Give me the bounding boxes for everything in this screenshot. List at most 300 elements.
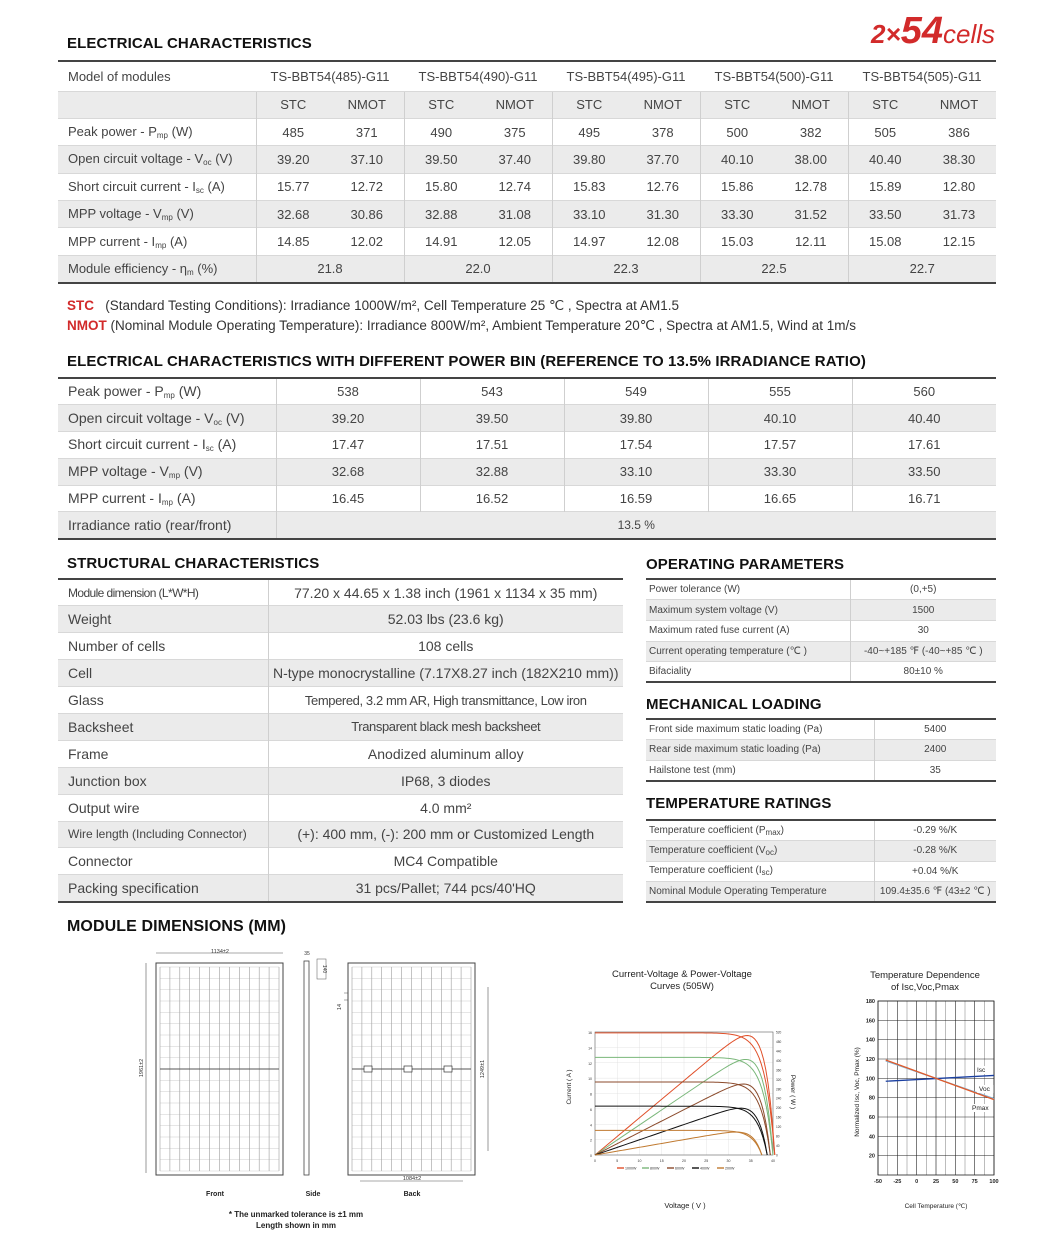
label-unit: (A) — [169, 233, 188, 249]
elec-value: 495 — [552, 118, 626, 145]
structural-value: (+): 400 mm, (-): 200 mm or Customized Length — [268, 821, 623, 848]
model-row — [58, 61, 996, 91]
temperature-row — [646, 841, 996, 862]
stc-text: (Standard Testing Conditions): Irradiance 1000W/m², Cell Temperature 25 ℃ , Spectra at AM1.5 — [105, 298, 679, 313]
x-tick-label: 25 — [704, 1159, 709, 1163]
elec-row — [58, 228, 996, 255]
iv-curve-600W — [595, 1082, 770, 1155]
y-tick-label: 100 — [865, 1076, 875, 1083]
y2-tick-label: 280 — [776, 1087, 782, 1092]
y2-tick-label: 160 — [776, 1115, 782, 1120]
y-tick-label: 4 — [590, 1123, 592, 1128]
elec-value: 15.08 — [848, 228, 922, 255]
operating-value: 1500 — [850, 600, 996, 621]
back-width-label: 1084±2 — [402, 1176, 422, 1182]
cond-stc: STC — [700, 91, 774, 118]
structural-label: Wire length (Including Connector) — [58, 821, 268, 848]
label-sub: oc — [213, 417, 222, 427]
structural-label: Backsheet — [58, 713, 268, 740]
x-tick-label: -25 — [893, 1179, 902, 1185]
label-sub: mp — [161, 213, 173, 223]
bin-value: 33.10 — [564, 458, 708, 485]
cond-stc: STC — [256, 91, 330, 118]
elec-row — [58, 201, 996, 228]
elec-value: 490 — [404, 118, 478, 145]
bin-value: 560 — [852, 378, 996, 405]
structural-label: Glass — [58, 687, 268, 714]
cond-nmot: NMOT — [626, 91, 700, 118]
y-tick-label: 6 — [590, 1107, 592, 1112]
structural-row — [58, 875, 623, 902]
bin-row — [58, 378, 996, 405]
elec-row-label — [58, 228, 256, 255]
y2-tick-label: 520 — [776, 1030, 782, 1035]
structural-label: Weight — [58, 606, 268, 633]
structural-value: Transparent black mesh backsheet — [268, 713, 623, 740]
model-name: TS-BBT54(505)-G11 — [848, 61, 996, 91]
y-tick-label: 2 — [590, 1138, 592, 1143]
y2-tick-label: 200 — [776, 1106, 782, 1111]
label-unit: (W) — [178, 383, 202, 400]
elec-row-label — [58, 173, 256, 200]
mechanical-value: 2400 — [874, 740, 996, 761]
operating-value: -40~+185 ℉ (-40~+85 ℃ ) — [850, 641, 996, 662]
elec-row — [58, 118, 996, 145]
cells-word: cells — [942, 19, 995, 49]
model-name: TS-BBT54(495)-G11 — [552, 61, 700, 91]
y-tick-label: 14 — [588, 1046, 592, 1051]
temperature-row — [646, 882, 996, 903]
elec-row — [58, 173, 996, 200]
temperature-table — [646, 819, 996, 903]
elec-value: 15.80 — [404, 173, 478, 200]
bin-row — [58, 458, 996, 485]
mechanical-value: 5400 — [874, 719, 996, 740]
y2-tick-label: 400 — [776, 1058, 782, 1063]
label-text: MPP current - I — [68, 490, 162, 507]
elec-value: 40.10 — [700, 146, 774, 173]
structural-value: 4.0 mm² — [268, 794, 623, 821]
operating-row — [646, 641, 996, 662]
junction-box — [364, 1066, 372, 1072]
operating-value: 30 — [850, 620, 996, 641]
structural-row — [58, 660, 623, 687]
bin-value: 32.88 — [420, 458, 564, 485]
bin-value: 39.20 — [276, 405, 420, 432]
bin-value: 555 — [708, 378, 852, 405]
temperature-dependence-chart — [838, 962, 1018, 1217]
elec-value: 12.74 — [478, 173, 552, 200]
y2-tick-label: 120 — [776, 1125, 782, 1130]
elec-value: 32.88 — [404, 201, 478, 228]
structural-row — [58, 848, 623, 875]
label-sub: mp — [161, 498, 174, 508]
cells-number: 54 — [900, 10, 943, 52]
mechanical-row — [646, 760, 996, 781]
front-view — [139, 949, 283, 1198]
elec-value: 15.86 — [700, 173, 774, 200]
elec-value: 30.86 — [330, 201, 404, 228]
label-text: Nominal Module Operating Temperature — [649, 886, 827, 897]
elec-value: 375 — [478, 118, 552, 145]
front-width-label: 1134±2 — [211, 949, 229, 955]
cond-nmot: NMOT — [478, 91, 552, 118]
label-text: Open circuit voltage - V — [68, 151, 204, 167]
cond-nmot: NMOT — [330, 91, 404, 118]
operating-title: OPERATING PARAMETERS — [646, 556, 845, 573]
bin-value: 33.30 — [708, 458, 852, 485]
bin-value: 543 — [420, 378, 564, 405]
elec-value: 31.73 — [922, 201, 996, 228]
elec-value: 37.40 — [478, 146, 552, 173]
legend-label: 1000W — [625, 1166, 637, 1171]
elec-row-label — [58, 201, 256, 228]
temperature-label — [646, 820, 874, 841]
elec-value: 40.40 — [848, 146, 922, 173]
structural-value: Tempered, 3.2 mm AR, High transmittance, Low iron — [268, 687, 623, 714]
x-tick-label: 35 — [748, 1159, 753, 1163]
efficiency-value: 22.7 — [848, 255, 996, 282]
structural-value: IP68, 3 diodes — [268, 767, 623, 794]
pv-curve-600W — [595, 1084, 770, 1155]
x-tick-label: 75 — [971, 1179, 978, 1185]
bin-value: 16.52 — [420, 485, 564, 512]
elec-value: 31.52 — [774, 201, 848, 228]
model-label: Model of modules — [58, 61, 256, 91]
structural-row — [58, 740, 623, 767]
structural-row — [58, 821, 623, 848]
elec-value: 378 — [626, 118, 700, 145]
elec-value: 32.68 — [256, 201, 330, 228]
structural-label: Cell — [58, 660, 268, 687]
ratio-value: 13.5 % — [276, 512, 996, 539]
temperature-label — [646, 841, 874, 862]
temp-y-label: Normalized Isc, Voc, Pmax (%) — [854, 1047, 861, 1137]
temperature-row — [646, 861, 996, 882]
nmot-text: (Nominal Module Operating Temperature): Irradiance 800W/m², Ambient Temperature 20℃ , Spectra at AM1.5, Wind at 1m/s — [110, 318, 857, 333]
y-tick-label: 140 — [865, 1037, 875, 1044]
front-height-label: 1961±2 — [139, 1058, 145, 1078]
x-tick-label: 100 — [989, 1179, 999, 1185]
elec-value: 39.50 — [404, 146, 478, 173]
structural-row — [58, 767, 623, 794]
pv-curve-400W — [595, 1108, 767, 1155]
structural-value: 52.03 lbs (23.6 kg) — [268, 606, 623, 633]
elec-value: 38.30 — [922, 146, 996, 173]
label-sub: sc — [761, 868, 770, 878]
bin-value: 17.57 — [708, 432, 852, 459]
x-tick-label: 0 — [594, 1159, 596, 1163]
elec-value: 31.08 — [478, 201, 552, 228]
ratio-label: Irradiance ratio (rear/front) — [58, 512, 276, 539]
series-label: Pmax — [972, 1105, 989, 1112]
operating-row — [646, 620, 996, 641]
elec-value: 15.89 — [848, 173, 922, 200]
bin-row-label — [58, 458, 276, 485]
legend-label: 600W — [675, 1166, 685, 1171]
y2-tick-label: 320 — [776, 1077, 782, 1082]
elec-value: 12.11 — [774, 228, 848, 255]
elec-value: 12.76 — [626, 173, 700, 200]
series-label: Voc — [979, 1086, 990, 1093]
iv-y-label: Current ( A ) — [566, 1069, 573, 1105]
label-text: Peak power - P — [68, 383, 164, 400]
bin-row-label — [58, 432, 276, 459]
operating-row — [646, 662, 996, 683]
efficiency-value: 22.3 — [552, 255, 700, 282]
structural-label: Output wire — [58, 794, 268, 821]
back-label: Back — [403, 1191, 421, 1198]
elec-value: 505 — [848, 118, 922, 145]
bin-value: 39.80 — [564, 405, 708, 432]
label-sub: mp — [156, 131, 168, 141]
structural-label: Junction box — [58, 767, 268, 794]
temperature-title: TEMPERATURE RATINGS — [646, 795, 832, 812]
label-unit: (V) — [176, 206, 194, 222]
iv-title-line2: Curves (505W) — [650, 981, 714, 992]
back-height-label: 1249±1 — [480, 1059, 486, 1079]
elec-value: 12.78 — [774, 173, 848, 200]
iv-pv-chart — [555, 962, 805, 1217]
label-unit: (A) — [217, 436, 237, 453]
structural-table — [58, 578, 623, 903]
elec-value: 33.50 — [848, 201, 922, 228]
elec-value: 12.15 — [922, 228, 996, 255]
operating-value: (0,+5) — [850, 579, 996, 600]
nmot-note — [67, 318, 856, 334]
temperature-value: -0.28 %/K — [874, 841, 996, 862]
elec-value: 12.05 — [478, 228, 552, 255]
elec-value: 500 — [700, 118, 774, 145]
series-label: Isc — [977, 1067, 986, 1074]
cond-stc: STC — [552, 91, 626, 118]
label-text: Short circuit current - I — [68, 436, 206, 453]
structural-label: Packing specification — [58, 875, 268, 902]
temp-title-line2: of Isc,Voc,Pmax — [890, 982, 960, 993]
elec-value: 12.80 — [922, 173, 996, 200]
bin-value: 17.61 — [852, 432, 996, 459]
label-tail: ) — [774, 844, 778, 856]
label-tail: ) — [769, 865, 773, 877]
y-tick-label: 180 — [865, 999, 875, 1005]
label-sub: oc — [203, 158, 212, 168]
operating-label: Bifaciality — [646, 662, 850, 683]
bin-value: 40.40 — [852, 405, 996, 432]
elec-value: 38.00 — [774, 146, 848, 173]
label-text: Open circuit voltage - V — [68, 409, 214, 426]
elec-title: ELECTRICAL CHARACTERISTICS — [67, 35, 312, 52]
module-drawings — [130, 945, 510, 1235]
structural-label: Frame — [58, 740, 268, 767]
x-tick-label: 5 — [616, 1159, 619, 1163]
junction-box — [444, 1066, 452, 1072]
bin-value: 549 — [564, 378, 708, 405]
temperature-value: -0.29 %/K — [874, 820, 996, 841]
bin-value: 16.45 — [276, 485, 420, 512]
bin-value: 40.10 — [708, 405, 852, 432]
x-tick-label: 15 — [659, 1159, 664, 1163]
elec-value: 15.03 — [700, 228, 774, 255]
stc-key: STC — [67, 298, 94, 313]
cells-badge — [871, 10, 995, 53]
label-text: Module efficiency - η — [68, 260, 187, 276]
model-name: TS-BBT54(490)-G11 — [404, 61, 552, 91]
tolerance-note: * The unmarked tolerance is ±1 mm — [228, 1210, 364, 1219]
structural-row — [58, 579, 623, 606]
cells-prefix: 2× — [871, 19, 901, 49]
elec-value: 12.72 — [330, 173, 404, 200]
efficiency-value: 22.5 — [700, 255, 848, 282]
elec-value: 37.10 — [330, 146, 404, 173]
label-text: MPP current - I — [68, 233, 156, 249]
side-label: Side — [305, 1191, 321, 1198]
label-text: Peak power - P — [68, 124, 157, 140]
operating-label: Current operating temperature (℃ ) — [646, 641, 850, 662]
elec-value: 33.30 — [700, 201, 774, 228]
iv-title-line1: Current-Voltage & Power-Voltage — [612, 969, 752, 980]
elec-value: 15.83 — [552, 173, 626, 200]
label-unit: (V) — [215, 151, 233, 167]
y-tick-label: 8 — [590, 1092, 592, 1097]
label-unit: (A) — [207, 178, 225, 194]
length-note: Length shown in mm — [256, 1221, 336, 1230]
side-b-label: 14 — [337, 1003, 343, 1011]
mechanical-label: Front side maximum static loading (Pa) — [646, 719, 874, 740]
mechanical-row — [646, 740, 996, 761]
x-tick-label: 25 — [932, 1179, 940, 1185]
temperature-value: 109.4±35.6 ℉ (43±2 ℃ ) — [874, 882, 996, 903]
bin-value: 16.71 — [852, 485, 996, 512]
label-text: MPP voltage - V — [68, 463, 169, 480]
elec-row — [58, 146, 996, 173]
elec-row-label — [58, 118, 256, 145]
y-tick-label: 10 — [588, 1077, 592, 1082]
side-a-label: 140 — [321, 964, 327, 974]
elec-value: 12.02 — [330, 228, 404, 255]
temperature-label — [646, 882, 874, 903]
operating-label: Power tolerance (W) — [646, 579, 850, 600]
y-tick-label: 80 — [868, 1095, 875, 1102]
efficiency-value: 22.0 — [404, 255, 552, 282]
legend-label: 400W — [700, 1166, 710, 1171]
operating-label: Maximum rated fuse current (A) — [646, 620, 850, 641]
structural-value: Anodized aluminum alloy — [268, 740, 623, 767]
front-label: Front — [206, 1191, 224, 1198]
bin-title: ELECTRICAL CHARACTERISTICS WITH DIFFERENT POWER BIN (REFERENCE TO 13.5% IRRADIANCE RATIO) — [67, 353, 866, 370]
structural-value: 108 cells — [268, 633, 623, 660]
y2-tick-label: 0 — [776, 1153, 778, 1158]
y2-tick-label: 480 — [776, 1039, 782, 1044]
junction-box — [404, 1066, 412, 1072]
label-text: MPP voltage - V — [68, 206, 162, 222]
iv-x-label: Voltage ( V ) — [664, 1201, 706, 1210]
side-view — [304, 951, 350, 1198]
x-tick-label: -50 — [874, 1179, 882, 1185]
mechanical-table — [646, 718, 996, 782]
back-view — [348, 963, 488, 1198]
y2-tick-label: 360 — [776, 1068, 782, 1073]
efficiency-value: 21.8 — [256, 255, 404, 282]
structural-label: Module dimension (L*W*H) — [58, 579, 268, 606]
bin-value: 17.51 — [420, 432, 564, 459]
label-text: Short circuit current - I — [68, 178, 196, 194]
y2-tick-label: 240 — [776, 1096, 782, 1101]
bin-value: 39.50 — [420, 405, 564, 432]
elec-row-label — [58, 146, 256, 173]
structural-title: STRUCTURAL CHARACTERISTICS — [67, 555, 320, 572]
legend-label: 200W — [725, 1166, 735, 1171]
label-text: Temperature coefficient (P — [649, 824, 766, 836]
y-tick-label: 16 — [588, 1031, 592, 1035]
label-sub: oc — [765, 847, 774, 857]
label-sub: sc — [195, 185, 204, 195]
label-unit: (%) — [197, 260, 218, 276]
cond-stc: STC — [404, 91, 478, 118]
bin-row-label — [58, 485, 276, 512]
temp-x-label: Cell Temperature (℃) — [904, 1203, 968, 1210]
bin-row — [58, 485, 996, 512]
elec-value: 31.30 — [626, 201, 700, 228]
temperature-value: +0.04 %/K — [874, 861, 996, 882]
label-unit: (A) — [176, 490, 196, 507]
label-sub: max — [765, 827, 781, 837]
mechanical-label: Hailstone test (mm) — [646, 760, 874, 781]
condition-row — [58, 91, 996, 118]
structural-value: N-type monocrystalline (7.17X8.27 inch (182X210 mm)) — [268, 660, 623, 687]
bin-value: 538 — [276, 378, 420, 405]
elec-value: 485 — [256, 118, 330, 145]
label-sub: sc — [205, 444, 214, 454]
cond-nmot: NMOT — [922, 91, 996, 118]
efficiency-label — [58, 255, 256, 282]
bin-row — [58, 432, 996, 459]
model-name: TS-BBT54(485)-G11 — [256, 61, 404, 91]
y-tick-label: 20 — [868, 1153, 875, 1160]
elec-value: 37.70 — [626, 146, 700, 173]
dimensions-title: MODULE DIMENSIONS (MM) — [67, 918, 287, 935]
operating-label: Maximum system voltage (V) — [646, 600, 850, 621]
y-tick-label: 160 — [865, 1018, 875, 1025]
stc-note — [67, 298, 679, 314]
label-sub: mp — [168, 471, 181, 481]
y2-tick-label: 80 — [776, 1134, 780, 1139]
x-tick-label: 50 — [952, 1179, 959, 1185]
y-tick-label: 0 — [590, 1154, 592, 1158]
nmot-key: NMOT — [67, 318, 107, 333]
mechanical-label: Rear side maximum static loading (Pa) — [646, 740, 874, 761]
bin-value: 16.59 — [564, 485, 708, 512]
legend-label: 800W — [650, 1166, 660, 1171]
elec-value: 386 — [922, 118, 996, 145]
elec-value: 39.20 — [256, 146, 330, 173]
operating-value: 80±10 % — [850, 662, 996, 683]
temp-title-line1: Temperature Dependence — [870, 970, 980, 981]
model-name: TS-BBT54(500)-G11 — [700, 61, 848, 91]
structural-label: Connector — [58, 848, 268, 875]
label-unit: (V) — [183, 463, 203, 480]
structural-row — [58, 794, 623, 821]
x-tick-label: 10 — [637, 1159, 642, 1163]
bin-value: 17.47 — [276, 432, 420, 459]
label-tail: ) — [780, 824, 785, 836]
y-tick-label: 12 — [588, 1061, 592, 1066]
pv-curve-200W — [595, 1132, 762, 1155]
elec-value: 14.85 — [256, 228, 330, 255]
elec-value: 15.77 — [256, 173, 330, 200]
side-thickness-label: 35 — [304, 951, 310, 957]
operating-table — [646, 578, 996, 683]
y2-tick-label: 40 — [776, 1144, 780, 1149]
